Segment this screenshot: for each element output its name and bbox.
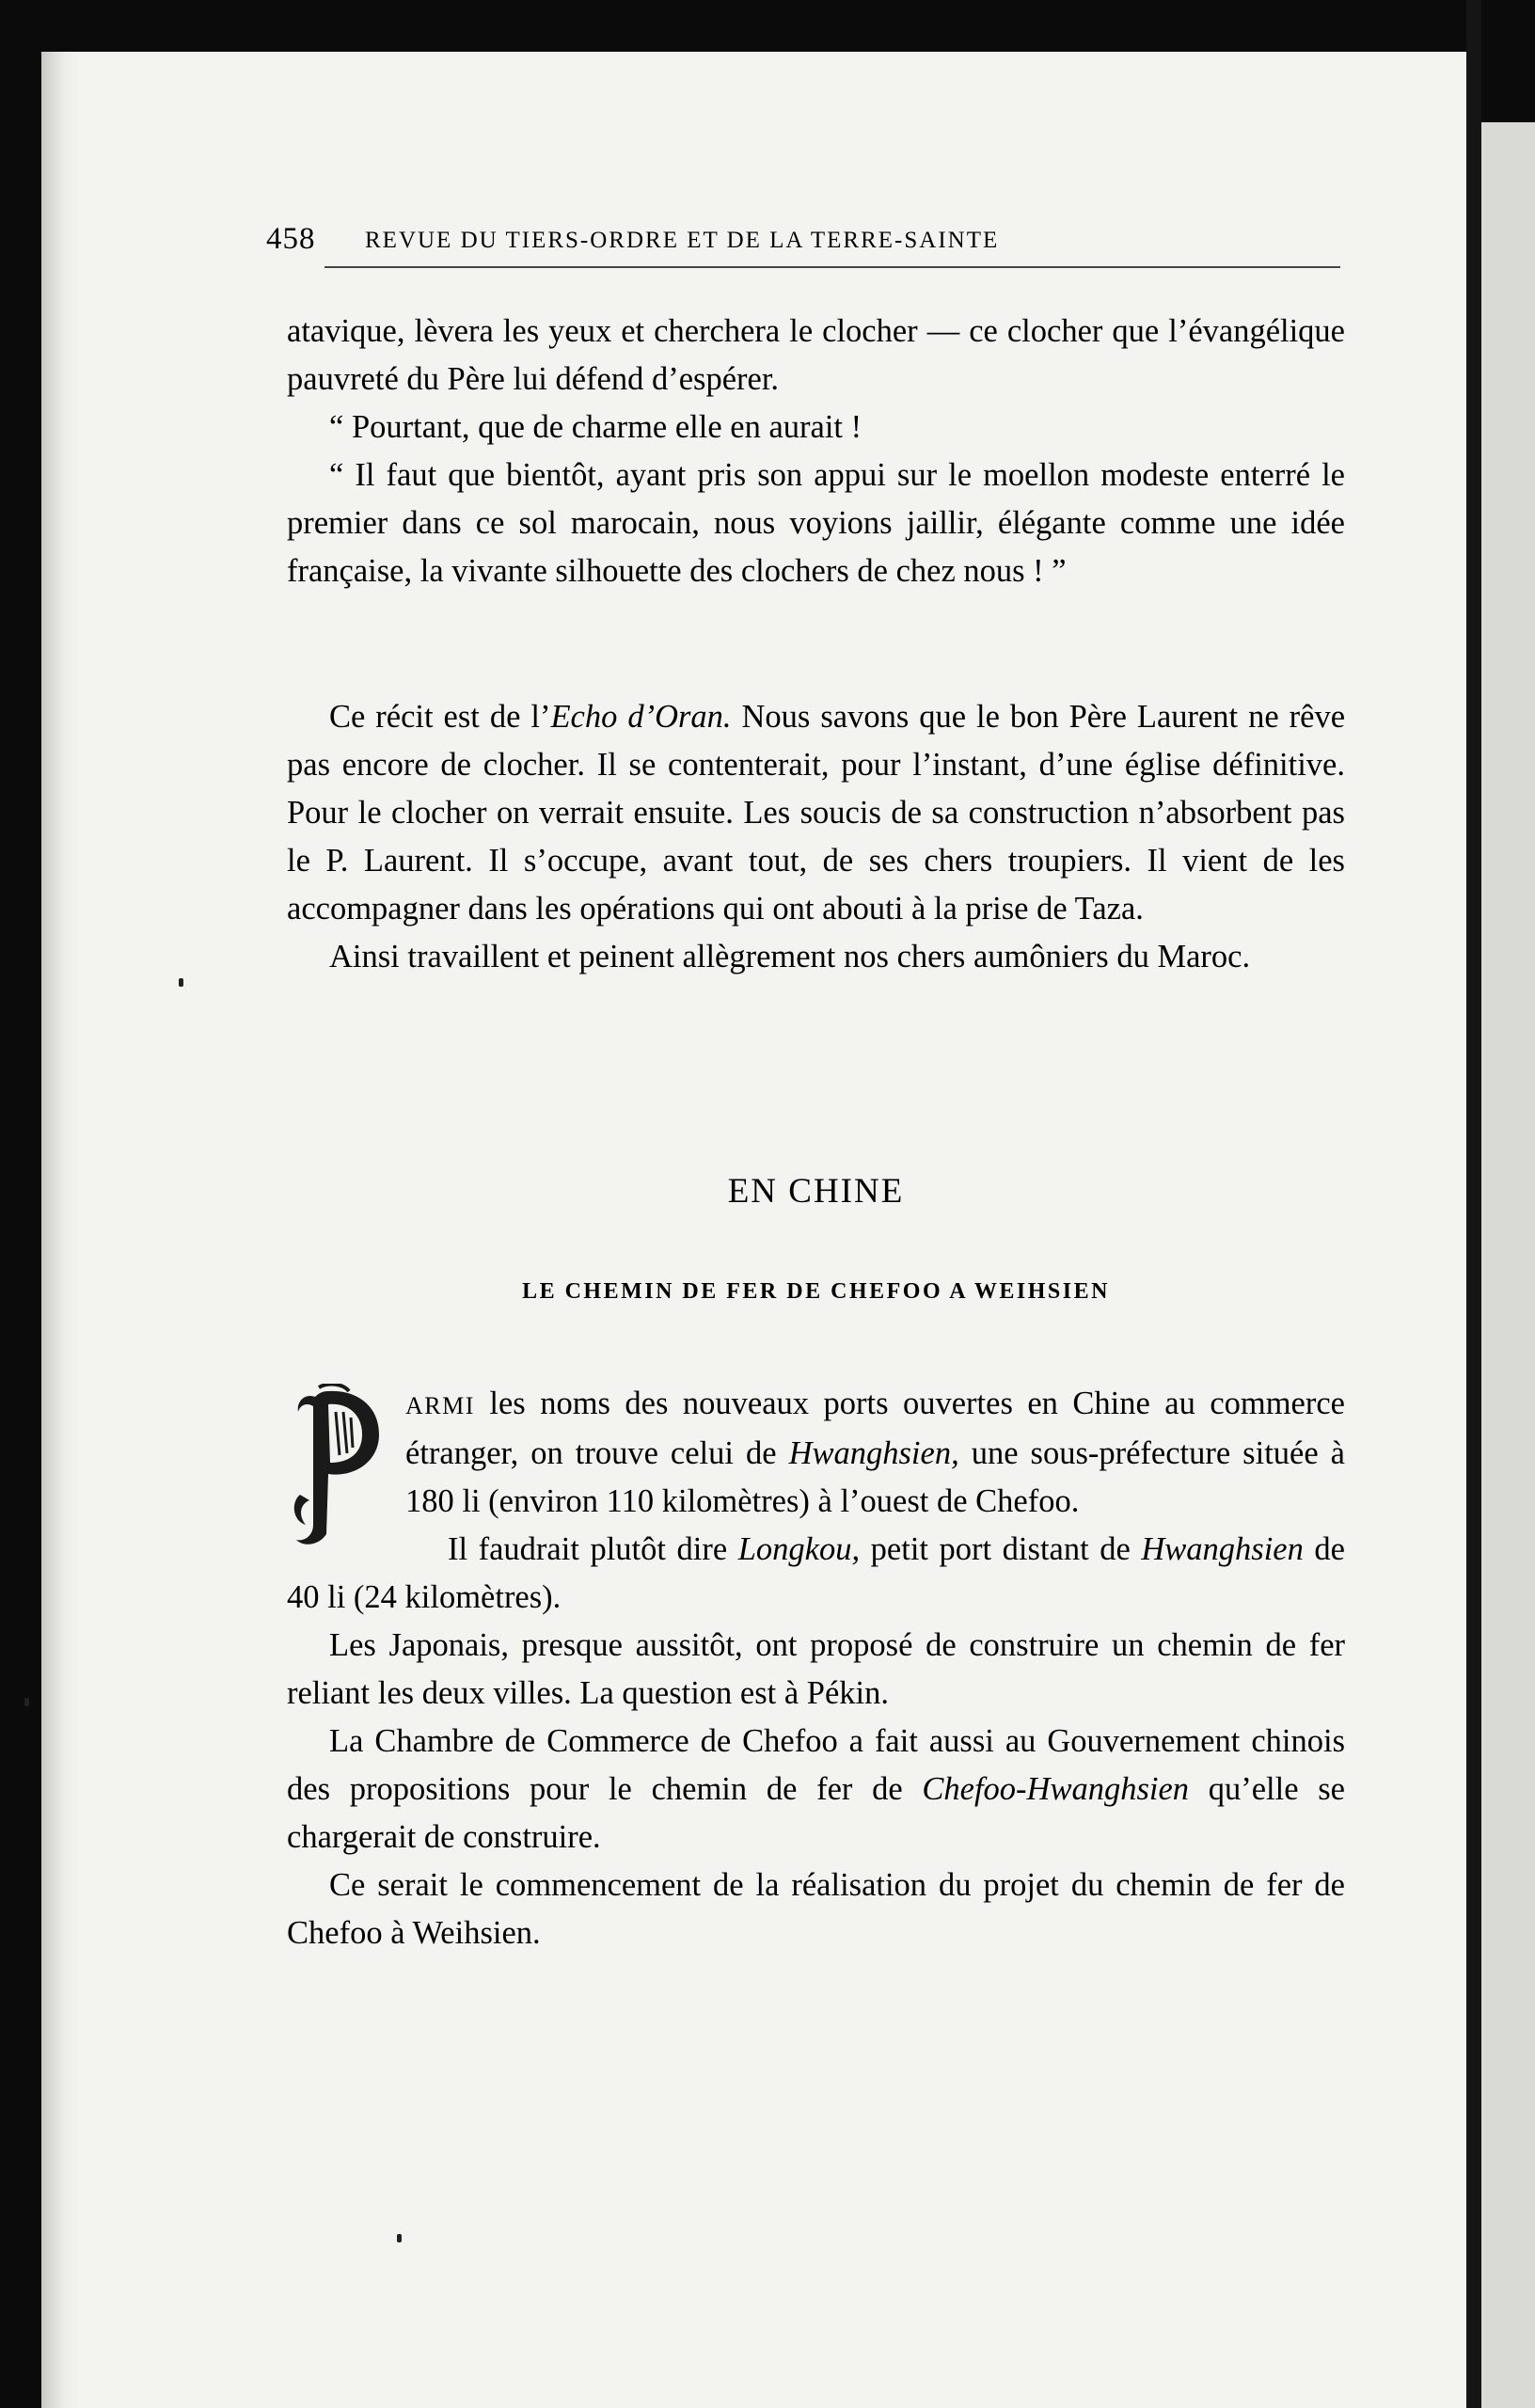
ink-speck (397, 2234, 402, 2242)
place-name: Chefoo-Hwanghsien (922, 1771, 1190, 1807)
commentary-block (287, 693, 1345, 981)
page-number: 458 (266, 222, 316, 256)
text-run: Il faudrait plutôt dire (448, 1531, 738, 1567)
place-name: Hwanghsien, (788, 1435, 959, 1471)
place-name: Hwanghsien (1141, 1531, 1304, 1567)
publication-title: Echo d’Oran. (550, 699, 732, 735)
lead-word: ARMI (405, 1392, 475, 1419)
text-run: de 40 li (24 kilomètres). (287, 1531, 1345, 1615)
paragraph: “ Il faut que bientôt, ayant pris son appui sur le moellon modeste enterré le premier dans ce sol marocain, nous voyions jaillir, élégante comme une idée française, la vivante silhouette des clochers de chez nous ! ” (287, 457, 1345, 589)
text-run: qu’elle se chargerait de construire. (287, 1771, 1345, 1855)
continued-text-block (287, 308, 1345, 595)
binding-shadow (1466, 0, 1481, 2408)
section-subtitle: LE CHEMIN DE FER DE CHEFOO A WEIHSIEN (522, 1279, 1110, 1304)
section-title: EN CHINE (727, 1172, 905, 1211)
gutter-shadow (41, 52, 79, 2408)
text-run: Ce récit est de l’ (329, 699, 551, 735)
text-run: Nous savons que le bon Père Laurent ne rêve pas encore de clocher. Il se contenterait, pour l’instant, d’une église définitive. Pour le clocher on verrait ensuite. Les soucis de sa construction n’absorbent pas le P. Laurent. Il s’occupe, avant tout, de ses chers troupiers. Il vient de les accompagner dans les opérations qui ont abouti à la prise de Taza. (287, 699, 1346, 927)
text-run: une sous-préfecture située à 180 li (environ 110 kilomètres) à l’ouest de Chefoo. (405, 1435, 1345, 1519)
ink-speck (24, 1698, 29, 1706)
text-run: La Chambre de Commerce de Chefoo a fait aussi au Gouvernement chinois des propositions pour le chemin de fer de (287, 1723, 1345, 1807)
paragraph: atavique, lèvera les yeux et cherchera le clocher — ce clocher que l’évangélique pauvreté du Père lui défend d’espérer. (287, 313, 1345, 397)
paragraph: Ce serait le commencement de la réalisation du projet du chemin de fer de Chefoo à Weihsien. (287, 1867, 1345, 1951)
paragraph: Les Japonais, presque aussitôt, ont proposé de construire un chemin de fer reliant les deux villes. La question est à Pékin. (287, 1627, 1345, 1711)
page-header (266, 222, 1338, 260)
text-run: les noms des nouveaux ports ouvertes en Chine au commerce étranger, on trouve celui de (405, 1386, 1345, 1471)
paragraph: Ainsi travaillent et peinent allègrement nos chers aumôniers du Maroc. (329, 939, 1251, 974)
header-rule (324, 266, 1340, 268)
running-head: REVUE DU TIERS-ORDRE ET DE LA TERRE-SAINTE (365, 228, 1000, 253)
place-name: Longkou, (737, 1531, 861, 1567)
paragraph: “ Pourtant, que de charme elle en aurait ! (329, 409, 862, 445)
ornamental-letter-p-icon (287, 1384, 392, 1551)
ink-speck (179, 978, 183, 987)
paragraph (287, 1380, 1345, 1526)
paragraph (287, 1526, 1345, 1622)
next-page-edge (1481, 122, 1535, 2408)
article-body (287, 1380, 1345, 1957)
paragraph (287, 1718, 1345, 1861)
paragraph (287, 693, 1345, 933)
text-run: petit port distant de (860, 1531, 1142, 1567)
